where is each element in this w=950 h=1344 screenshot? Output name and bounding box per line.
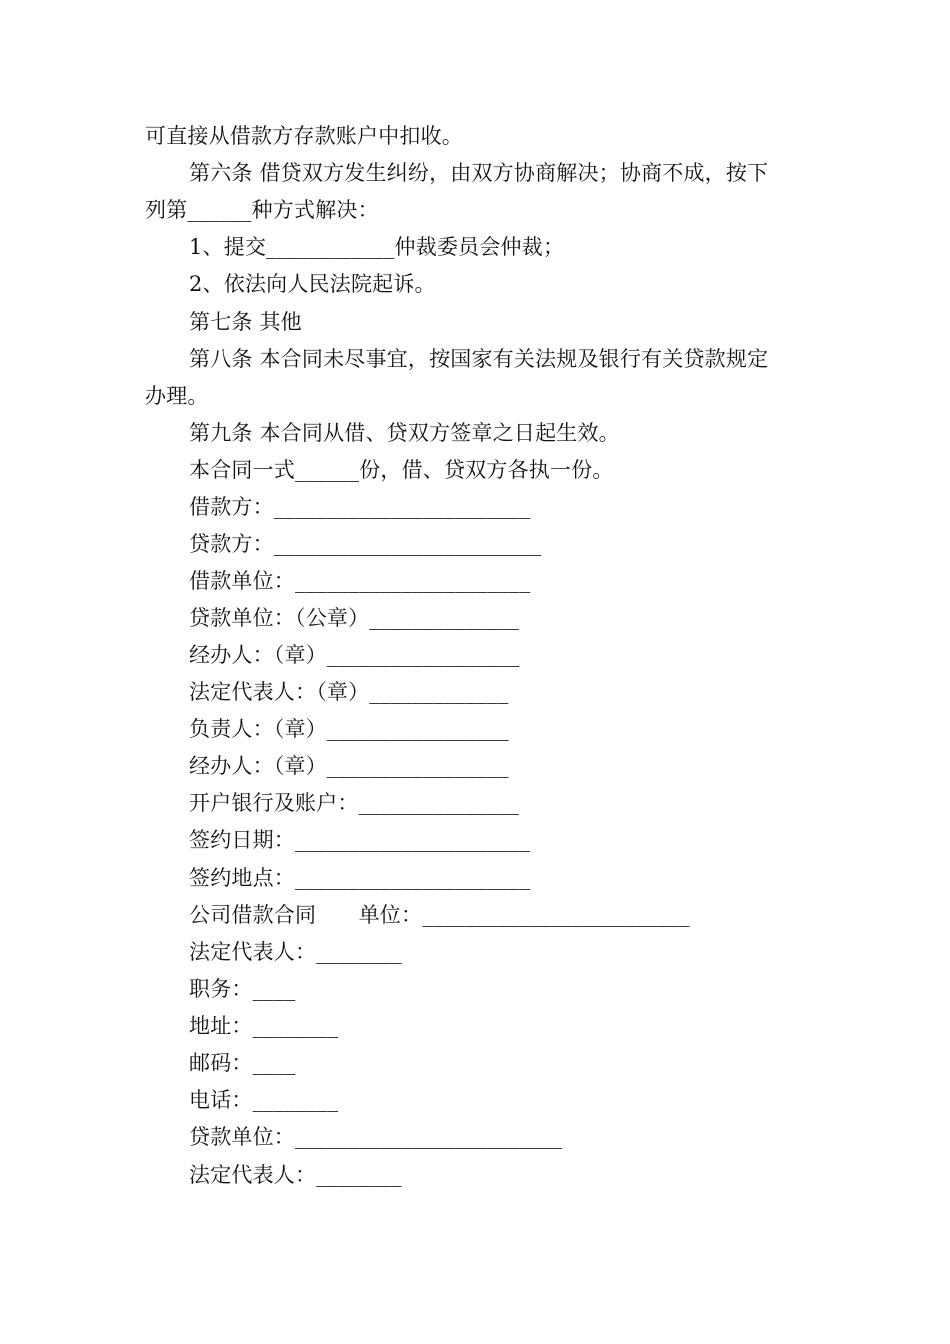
lending-unit-seal-field: 贷款单位：（公章）______________ bbox=[189, 606, 520, 630]
handler-seal-field-2: 经办人：（章）_________________ bbox=[189, 754, 509, 778]
signing-date-field: 签约日期：______________________ bbox=[189, 828, 531, 852]
option-arbitration: 1、提交____________仲裁委员会仲裁； bbox=[189, 235, 565, 259]
company-contract-unit-field: 公司借款合同 单位：_________________________ bbox=[189, 903, 690, 927]
position-field: 职务：____ bbox=[189, 977, 296, 1001]
copies-line: 本合同一式______份，借、贷双方各执一份。 bbox=[189, 458, 614, 482]
borrowing-unit-field: 借款单位：______________________ bbox=[189, 569, 531, 593]
paragraph-line: 可直接从借款方存款账户中扣收。 bbox=[145, 124, 463, 148]
article-seven: 第七条 其他 bbox=[189, 310, 302, 334]
signing-place-field: 签约地点：______________________ bbox=[189, 866, 531, 890]
phone-field: 电话：________ bbox=[189, 1088, 339, 1112]
lender-field: 贷款方：_________________________ bbox=[189, 532, 542, 556]
postcode-field: 邮码：____ bbox=[189, 1051, 296, 1075]
legal-rep-field-2: 法定代表人：________ bbox=[189, 1163, 402, 1187]
article-eight-continued: 办理。 bbox=[145, 384, 209, 408]
article-six-continued: 列第______种方式解决： bbox=[145, 198, 379, 222]
borrower-field: 借款方：________________________ bbox=[189, 495, 531, 519]
address-field: 地址：________ bbox=[189, 1014, 339, 1038]
handler-seal-field: 经办人：（章）__________________ bbox=[189, 643, 520, 667]
article-eight-line: 第八条 本合同未尽事宜，按国家有关法规及银行有关贷款规定 bbox=[189, 347, 769, 371]
article-nine: 第九条 本合同从借、贷双方签章之日起生效。 bbox=[189, 421, 620, 445]
lending-unit-field: 贷款单位：_________________________ bbox=[189, 1125, 563, 1149]
article-six-line: 第六条 借贷双方发生纠纷，由双方协商解决；协商不成，按下 bbox=[189, 161, 769, 185]
person-in-charge-field: 负责人：（章）_________________ bbox=[189, 717, 509, 741]
legal-rep-field: 法定代表人：________ bbox=[189, 940, 402, 964]
legal-rep-seal-field: 法定代表人：（章）_____________ bbox=[189, 680, 509, 704]
option-court: 2、依法向人民法院起诉。 bbox=[189, 272, 436, 296]
bank-account-field: 开户银行及账户：_______________ bbox=[189, 791, 520, 815]
